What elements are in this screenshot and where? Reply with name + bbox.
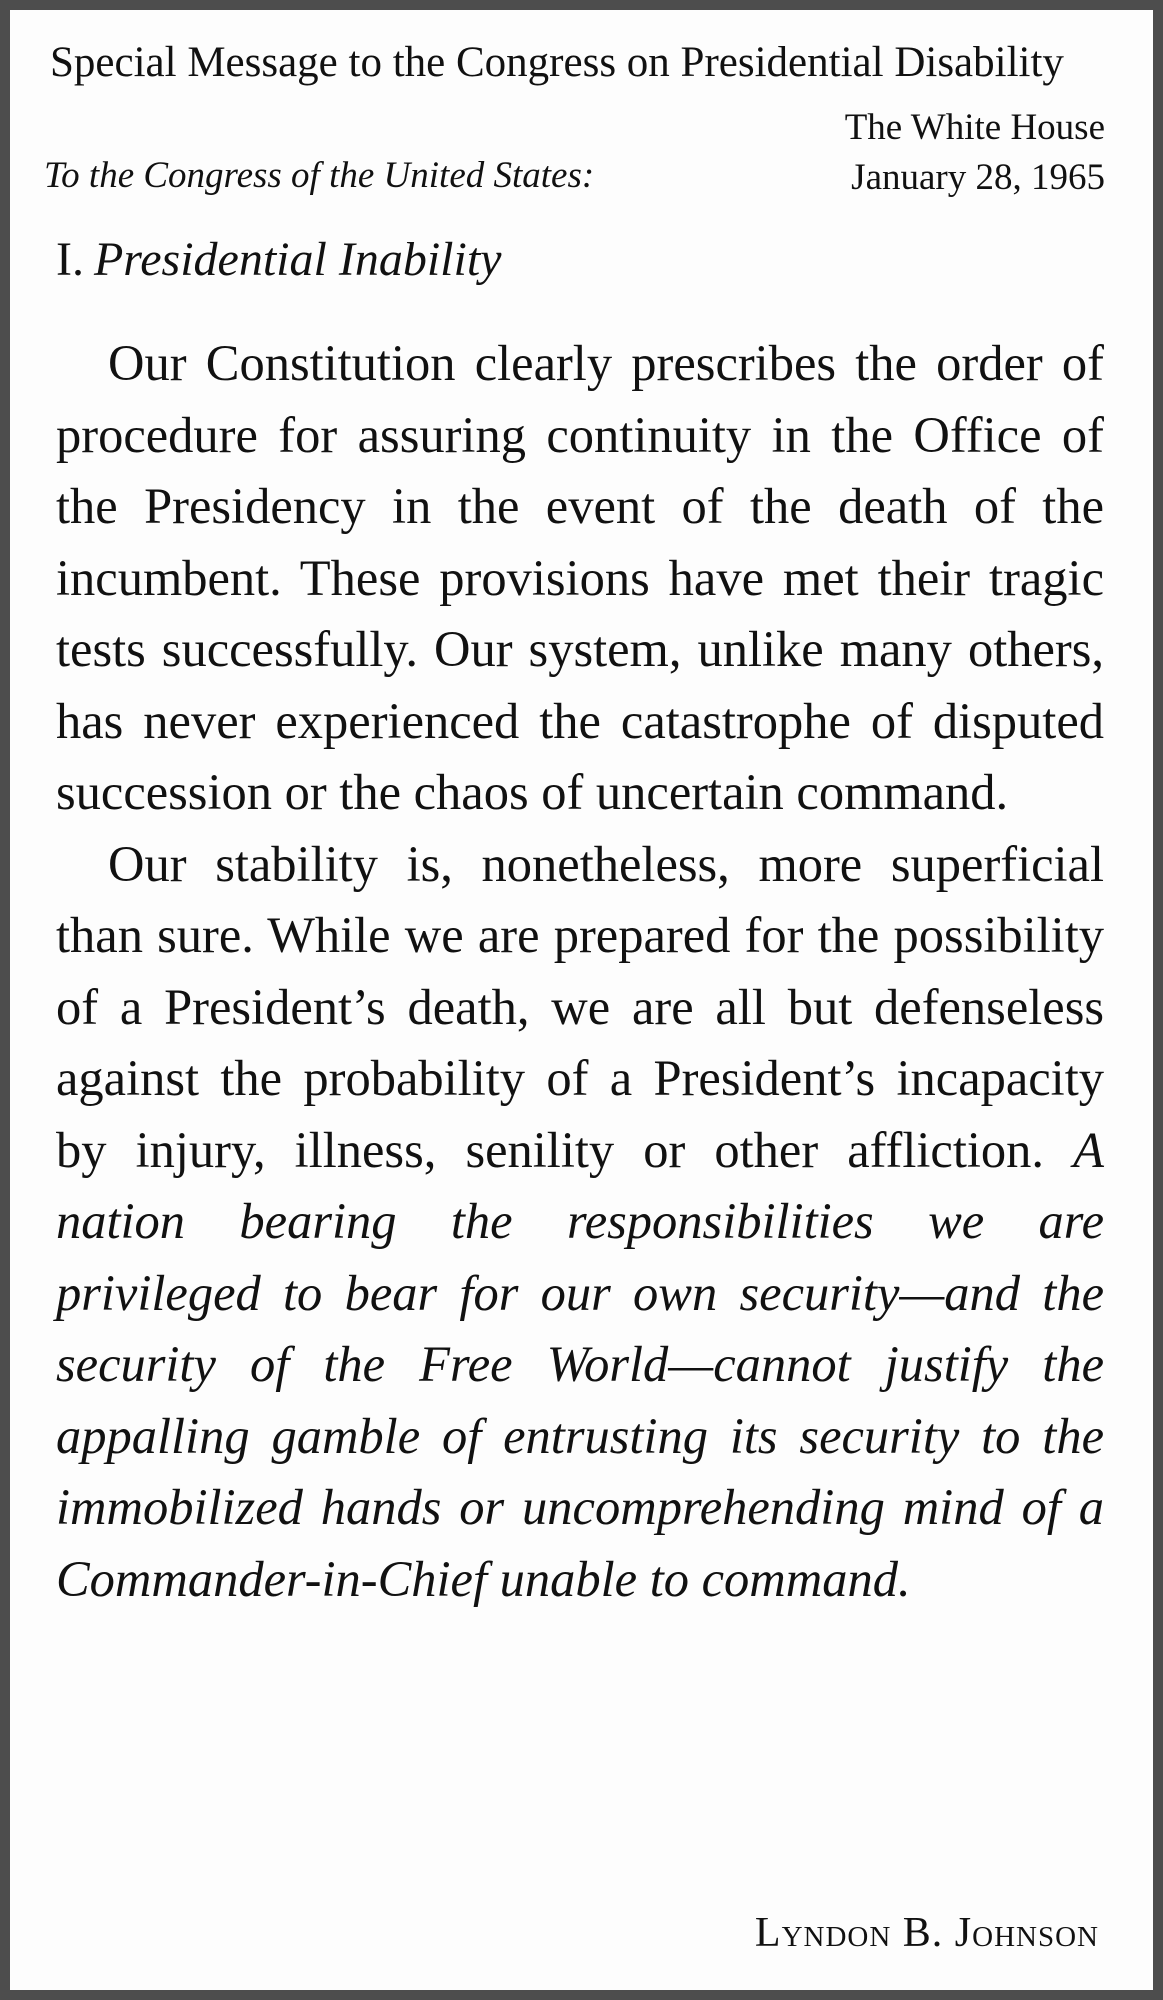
date-line: January 28, 1965 [851,157,1105,198]
section-number: I. [56,233,84,286]
paragraph-2 [56,829,1104,1616]
section-heading [56,232,501,288]
body-text [56,328,1104,1615]
signature: Lyndon B. Johnson [754,1910,1099,1956]
document-title: Special Message to the Congress on Presidential Disability [50,39,1064,86]
paragraph-1 [56,328,1104,829]
paragraph-2-text: Our stability is, nonetheless, more superficial than sure. While we are prepared for the possibility of a President’s death, we are all but defenseless against the probability of a President’s incapacity by injury, illness, senility or other affliction. [56,835,1104,1178]
document-page [10,10,1153,1990]
location-line: The White House [844,107,1105,148]
salutation: To the Congress of the United States: [44,155,595,196]
paragraph-1-text: Our Constitution clearly prescribes the order of procedure for assuring continuity in the Office of the Presidency in the event of the death of the incumbent. These provisions have met their tragic tests successfully. Our system, unlike many others, has never experienced the catastrophe of disputed succession or the chaos of uncertain command. [56,335,1104,820]
section-title: Presidential Inability [93,233,502,286]
paragraph-2-emphasis: A nation bearing the responsibilities we are privileged to bear for our own security—and the security of the Free World—cannot justify the appalling gamble of entrusting its security to the immobilized hands or uncomprehending mind of a Commander-in-Chief unable to command. [56,1121,1104,1607]
